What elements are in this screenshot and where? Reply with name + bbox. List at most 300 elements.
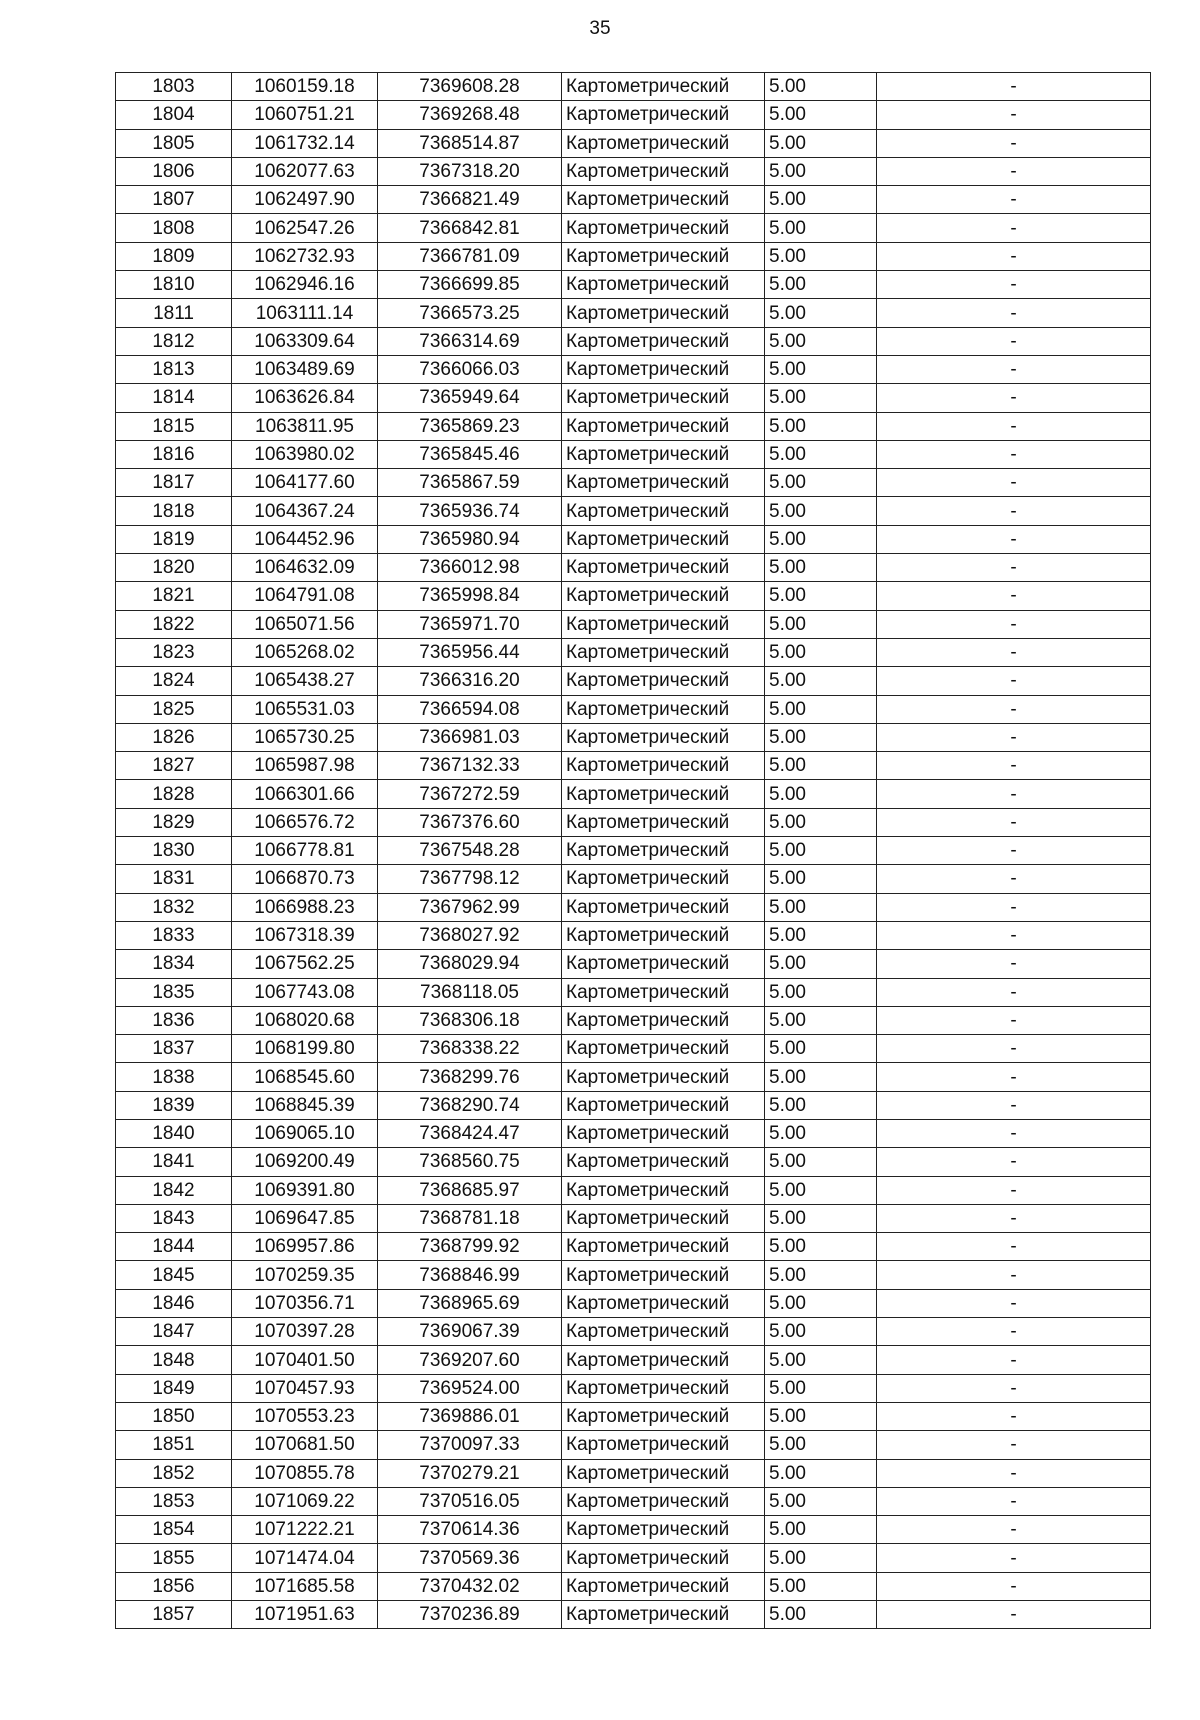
note-cell: - <box>877 1459 1151 1487</box>
table-row <box>116 157 1151 185</box>
point-number-cell: 1803 <box>116 73 232 101</box>
table-row <box>116 695 1151 723</box>
note-cell: - <box>877 554 1151 582</box>
accuracy-cell: 5.00 <box>765 893 877 921</box>
accuracy-cell: 5.00 <box>765 497 877 525</box>
x-coordinate-cell: 1069647.85 <box>232 1204 378 1232</box>
table-row <box>116 1318 1151 1346</box>
y-coordinate-cell: 7365971.70 <box>378 610 562 638</box>
note-cell: - <box>877 1204 1151 1232</box>
y-coordinate-cell: 7369207.60 <box>378 1346 562 1374</box>
table-row <box>116 1261 1151 1289</box>
note-cell: - <box>877 921 1151 949</box>
point-number-cell: 1851 <box>116 1431 232 1459</box>
y-coordinate-cell: 7367548.28 <box>378 837 562 865</box>
point-number-cell: 1837 <box>116 1035 232 1063</box>
table-row <box>116 101 1151 129</box>
x-coordinate-cell: 1065987.98 <box>232 752 378 780</box>
point-number-cell: 1840 <box>116 1119 232 1147</box>
table-row <box>116 1516 1151 1544</box>
x-coordinate-cell: 1060751.21 <box>232 101 378 129</box>
accuracy-cell: 5.00 <box>765 723 877 751</box>
y-coordinate-cell: 7367376.60 <box>378 808 562 836</box>
x-coordinate-cell: 1071069.22 <box>232 1487 378 1515</box>
method-cell: Картометрический <box>562 1176 765 1204</box>
y-coordinate-cell: 7368299.76 <box>378 1063 562 1091</box>
accuracy-cell: 5.00 <box>765 469 877 497</box>
table-row <box>116 271 1151 299</box>
x-coordinate-cell: 1071685.58 <box>232 1572 378 1600</box>
table-row <box>116 1431 1151 1459</box>
note-cell: - <box>877 271 1151 299</box>
accuracy-cell: 5.00 <box>765 837 877 865</box>
note-cell: - <box>877 1572 1151 1600</box>
accuracy-cell: 5.00 <box>765 299 877 327</box>
method-cell: Картометрический <box>562 1261 765 1289</box>
table-row <box>116 950 1151 978</box>
table-row <box>116 1119 1151 1147</box>
method-cell: Картометрический <box>562 497 765 525</box>
coordinates-table <box>115 72 1151 1629</box>
x-coordinate-cell: 1065268.02 <box>232 638 378 666</box>
point-number-cell: 1825 <box>116 695 232 723</box>
x-coordinate-cell: 1066576.72 <box>232 808 378 836</box>
y-coordinate-cell: 7369886.01 <box>378 1402 562 1430</box>
x-coordinate-cell: 1067562.25 <box>232 950 378 978</box>
y-coordinate-cell: 7365998.84 <box>378 582 562 610</box>
accuracy-cell: 5.00 <box>765 921 877 949</box>
y-coordinate-cell: 7365845.46 <box>378 440 562 468</box>
method-cell: Картометрический <box>562 101 765 129</box>
table-row <box>116 921 1151 949</box>
note-cell: - <box>877 299 1151 327</box>
y-coordinate-cell: 7368846.99 <box>378 1261 562 1289</box>
y-coordinate-cell: 7366781.09 <box>378 242 562 270</box>
table-row <box>116 638 1151 666</box>
note-cell: - <box>877 1601 1151 1629</box>
x-coordinate-cell: 1070401.50 <box>232 1346 378 1374</box>
note-cell: - <box>877 1035 1151 1063</box>
table-row <box>116 1063 1151 1091</box>
y-coordinate-cell: 7370097.33 <box>378 1431 562 1459</box>
method-cell: Картометрический <box>562 214 765 242</box>
x-coordinate-cell: 1066301.66 <box>232 780 378 808</box>
method-cell: Картометрический <box>562 129 765 157</box>
method-cell: Картометрический <box>562 525 765 553</box>
accuracy-cell: 5.00 <box>765 865 877 893</box>
accuracy-cell: 5.00 <box>765 808 877 836</box>
note-cell: - <box>877 186 1151 214</box>
note-cell: - <box>877 1006 1151 1034</box>
method-cell: Картометрический <box>562 1516 765 1544</box>
y-coordinate-cell: 7366314.69 <box>378 327 562 355</box>
x-coordinate-cell: 1068199.80 <box>232 1035 378 1063</box>
note-cell: - <box>877 695 1151 723</box>
note-cell: - <box>877 582 1151 610</box>
y-coordinate-cell: 7369067.39 <box>378 1318 562 1346</box>
accuracy-cell: 5.00 <box>765 950 877 978</box>
method-cell: Картометрический <box>562 327 765 355</box>
table-row <box>116 440 1151 468</box>
table-row <box>116 978 1151 1006</box>
table-row <box>116 129 1151 157</box>
y-coordinate-cell: 7365936.74 <box>378 497 562 525</box>
method-cell: Картометрический <box>562 950 765 978</box>
method-cell: Картометрический <box>562 1459 765 1487</box>
x-coordinate-cell: 1066988.23 <box>232 893 378 921</box>
table-row <box>116 1176 1151 1204</box>
method-cell: Картометрический <box>562 73 765 101</box>
y-coordinate-cell: 7368029.94 <box>378 950 562 978</box>
point-number-cell: 1815 <box>116 412 232 440</box>
method-cell: Картометрический <box>562 299 765 327</box>
table-row <box>116 355 1151 383</box>
accuracy-cell: 5.00 <box>765 1374 877 1402</box>
point-number-cell: 1853 <box>116 1487 232 1515</box>
y-coordinate-cell: 7367132.33 <box>378 752 562 780</box>
method-cell: Картометрический <box>562 242 765 270</box>
method-cell: Картометрический <box>562 1119 765 1147</box>
method-cell: Картометрический <box>562 1063 765 1091</box>
note-cell: - <box>877 1261 1151 1289</box>
y-coordinate-cell: 7367318.20 <box>378 157 562 185</box>
table-row <box>116 554 1151 582</box>
method-cell: Картометрический <box>562 1431 765 1459</box>
point-number-cell: 1832 <box>116 893 232 921</box>
y-coordinate-cell: 7367798.12 <box>378 865 562 893</box>
x-coordinate-cell: 1068845.39 <box>232 1091 378 1119</box>
accuracy-cell: 5.00 <box>765 157 877 185</box>
method-cell: Картометрический <box>562 1374 765 1402</box>
method-cell: Картометрический <box>562 1204 765 1232</box>
y-coordinate-cell: 7366573.25 <box>378 299 562 327</box>
note-cell: - <box>877 1119 1151 1147</box>
accuracy-cell: 5.00 <box>765 73 877 101</box>
point-number-cell: 1849 <box>116 1374 232 1402</box>
x-coordinate-cell: 1065071.56 <box>232 610 378 638</box>
table-row <box>116 186 1151 214</box>
point-number-cell: 1842 <box>116 1176 232 1204</box>
y-coordinate-cell: 7368560.75 <box>378 1148 562 1176</box>
x-coordinate-cell: 1064791.08 <box>232 582 378 610</box>
method-cell: Картометрический <box>562 1318 765 1346</box>
table-row <box>116 73 1151 101</box>
point-number-cell: 1834 <box>116 950 232 978</box>
table-row <box>116 1487 1151 1515</box>
accuracy-cell: 5.00 <box>765 638 877 666</box>
method-cell: Картометрический <box>562 695 765 723</box>
point-number-cell: 1817 <box>116 469 232 497</box>
accuracy-cell: 5.00 <box>765 1572 877 1600</box>
x-coordinate-cell: 1069957.86 <box>232 1233 378 1261</box>
method-cell: Картометрический <box>562 921 765 949</box>
x-coordinate-cell: 1062946.16 <box>232 271 378 299</box>
x-coordinate-cell: 1070356.71 <box>232 1289 378 1317</box>
y-coordinate-cell: 7366594.08 <box>378 695 562 723</box>
y-coordinate-cell: 7365869.23 <box>378 412 562 440</box>
accuracy-cell: 5.00 <box>765 752 877 780</box>
method-cell: Картометрический <box>562 1572 765 1600</box>
point-number-cell: 1857 <box>116 1601 232 1629</box>
method-cell: Картометрический <box>562 384 765 412</box>
y-coordinate-cell: 7366981.03 <box>378 723 562 751</box>
note-cell: - <box>877 780 1151 808</box>
point-number-cell: 1831 <box>116 865 232 893</box>
table-row <box>116 752 1151 780</box>
point-number-cell: 1850 <box>116 1402 232 1430</box>
point-number-cell: 1814 <box>116 384 232 412</box>
method-cell: Картометрический <box>562 638 765 666</box>
note-cell: - <box>877 752 1151 780</box>
table-row <box>116 1544 1151 1572</box>
point-number-cell: 1823 <box>116 638 232 666</box>
y-coordinate-cell: 7368685.97 <box>378 1176 562 1204</box>
y-coordinate-cell: 7366316.20 <box>378 667 562 695</box>
point-number-cell: 1811 <box>116 299 232 327</box>
accuracy-cell: 5.00 <box>765 1176 877 1204</box>
table-row <box>116 723 1151 751</box>
point-number-cell: 1820 <box>116 554 232 582</box>
method-cell: Картометрический <box>562 752 765 780</box>
note-cell: - <box>877 355 1151 383</box>
table-row <box>116 469 1151 497</box>
y-coordinate-cell: 7366066.03 <box>378 355 562 383</box>
x-coordinate-cell: 1062077.63 <box>232 157 378 185</box>
note-cell: - <box>877 1346 1151 1374</box>
table-row <box>116 1346 1151 1374</box>
method-cell: Картометрический <box>562 1006 765 1034</box>
accuracy-cell: 5.00 <box>765 1431 877 1459</box>
note-cell: - <box>877 469 1151 497</box>
note-cell: - <box>877 1431 1151 1459</box>
y-coordinate-cell: 7365956.44 <box>378 638 562 666</box>
y-coordinate-cell: 7370614.36 <box>378 1516 562 1544</box>
table-row <box>116 1148 1151 1176</box>
note-cell: - <box>877 327 1151 355</box>
y-coordinate-cell: 7368965.69 <box>378 1289 562 1317</box>
y-coordinate-cell: 7368027.92 <box>378 921 562 949</box>
note-cell: - <box>877 1318 1151 1346</box>
accuracy-cell: 5.00 <box>765 610 877 638</box>
note-cell: - <box>877 384 1151 412</box>
accuracy-cell: 5.00 <box>765 1119 877 1147</box>
point-number-cell: 1846 <box>116 1289 232 1317</box>
point-number-cell: 1819 <box>116 525 232 553</box>
accuracy-cell: 5.00 <box>765 271 877 299</box>
method-cell: Картометрический <box>562 780 765 808</box>
note-cell: - <box>877 1091 1151 1119</box>
table-row <box>116 1459 1151 1487</box>
note-cell: - <box>877 440 1151 468</box>
point-number-cell: 1841 <box>116 1148 232 1176</box>
y-coordinate-cell: 7366012.98 <box>378 554 562 582</box>
y-coordinate-cell: 7370279.21 <box>378 1459 562 1487</box>
point-number-cell: 1806 <box>116 157 232 185</box>
method-cell: Картометрический <box>562 1035 765 1063</box>
x-coordinate-cell: 1065438.27 <box>232 667 378 695</box>
x-coordinate-cell: 1071474.04 <box>232 1544 378 1572</box>
note-cell: - <box>877 723 1151 751</box>
method-cell: Картометрический <box>562 1601 765 1629</box>
point-number-cell: 1810 <box>116 271 232 299</box>
x-coordinate-cell: 1068545.60 <box>232 1063 378 1091</box>
accuracy-cell: 5.00 <box>765 186 877 214</box>
x-coordinate-cell: 1063980.02 <box>232 440 378 468</box>
method-cell: Картометрический <box>562 610 765 638</box>
note-cell: - <box>877 214 1151 242</box>
point-number-cell: 1854 <box>116 1516 232 1544</box>
x-coordinate-cell: 1062497.90 <box>232 186 378 214</box>
y-coordinate-cell: 7370236.89 <box>378 1601 562 1629</box>
note-cell: - <box>877 1544 1151 1572</box>
note-cell: - <box>877 525 1151 553</box>
method-cell: Картометрический <box>562 1148 765 1176</box>
table-row <box>116 1289 1151 1317</box>
x-coordinate-cell: 1063811.95 <box>232 412 378 440</box>
accuracy-cell: 5.00 <box>765 1148 877 1176</box>
x-coordinate-cell: 1070259.35 <box>232 1261 378 1289</box>
method-cell: Картометрический <box>562 1233 765 1261</box>
accuracy-cell: 5.00 <box>765 1601 877 1629</box>
y-coordinate-cell: 7370569.36 <box>378 1544 562 1572</box>
point-number-cell: 1830 <box>116 837 232 865</box>
point-number-cell: 1844 <box>116 1233 232 1261</box>
x-coordinate-cell: 1069065.10 <box>232 1119 378 1147</box>
point-number-cell: 1847 <box>116 1318 232 1346</box>
point-number-cell: 1827 <box>116 752 232 780</box>
method-cell: Картометрический <box>562 271 765 299</box>
table-row <box>116 1233 1151 1261</box>
note-cell: - <box>877 1289 1151 1317</box>
x-coordinate-cell: 1070397.28 <box>232 1318 378 1346</box>
note-cell: - <box>877 865 1151 893</box>
y-coordinate-cell: 7365980.94 <box>378 525 562 553</box>
accuracy-cell: 5.00 <box>765 1289 877 1317</box>
table-row <box>116 837 1151 865</box>
x-coordinate-cell: 1069200.49 <box>232 1148 378 1176</box>
point-number-cell: 1839 <box>116 1091 232 1119</box>
x-coordinate-cell: 1063309.64 <box>232 327 378 355</box>
x-coordinate-cell: 1062732.93 <box>232 242 378 270</box>
method-cell: Картометрический <box>562 808 765 836</box>
table-row <box>116 1402 1151 1430</box>
accuracy-cell: 5.00 <box>765 1063 877 1091</box>
method-cell: Картометрический <box>562 1091 765 1119</box>
y-coordinate-cell: 7370516.05 <box>378 1487 562 1515</box>
note-cell: - <box>877 1374 1151 1402</box>
accuracy-cell: 5.00 <box>765 582 877 610</box>
x-coordinate-cell: 1071222.21 <box>232 1516 378 1544</box>
accuracy-cell: 5.00 <box>765 1233 877 1261</box>
table-row <box>116 1601 1151 1629</box>
point-number-cell: 1805 <box>116 129 232 157</box>
point-number-cell: 1829 <box>116 808 232 836</box>
note-cell: - <box>877 667 1151 695</box>
note-cell: - <box>877 129 1151 157</box>
x-coordinate-cell: 1068020.68 <box>232 1006 378 1034</box>
accuracy-cell: 5.00 <box>765 1544 877 1572</box>
table-row <box>116 384 1151 412</box>
table-row <box>116 525 1151 553</box>
accuracy-cell: 5.00 <box>765 1516 877 1544</box>
y-coordinate-cell: 7366842.81 <box>378 214 562 242</box>
point-number-cell: 1822 <box>116 610 232 638</box>
y-coordinate-cell: 7368118.05 <box>378 978 562 1006</box>
method-cell: Картометрический <box>562 440 765 468</box>
point-number-cell: 1843 <box>116 1204 232 1232</box>
point-number-cell: 1852 <box>116 1459 232 1487</box>
page-number: 35 <box>589 18 611 39</box>
point-number-cell: 1836 <box>116 1006 232 1034</box>
table-row <box>116 497 1151 525</box>
method-cell: Картометрический <box>562 1487 765 1515</box>
accuracy-cell: 5.00 <box>765 525 877 553</box>
note-cell: - <box>877 73 1151 101</box>
point-number-cell: 1813 <box>116 355 232 383</box>
accuracy-cell: 5.00 <box>765 1261 877 1289</box>
table-row <box>116 214 1151 242</box>
note-cell: - <box>877 950 1151 978</box>
accuracy-cell: 5.00 <box>765 242 877 270</box>
accuracy-cell: 5.00 <box>765 412 877 440</box>
note-cell: - <box>877 978 1151 1006</box>
x-coordinate-cell: 1067743.08 <box>232 978 378 1006</box>
point-number-cell: 1848 <box>116 1346 232 1374</box>
x-coordinate-cell: 1064177.60 <box>232 469 378 497</box>
x-coordinate-cell: 1061732.14 <box>232 129 378 157</box>
x-coordinate-cell: 1066778.81 <box>232 837 378 865</box>
note-cell: - <box>877 893 1151 921</box>
table-row <box>116 865 1151 893</box>
note-cell: - <box>877 1063 1151 1091</box>
point-number-cell: 1828 <box>116 780 232 808</box>
y-coordinate-cell: 7368306.18 <box>378 1006 562 1034</box>
y-coordinate-cell: 7369524.00 <box>378 1374 562 1402</box>
accuracy-cell: 5.00 <box>765 214 877 242</box>
x-coordinate-cell: 1063626.84 <box>232 384 378 412</box>
accuracy-cell: 5.00 <box>765 355 877 383</box>
accuracy-cell: 5.00 <box>765 327 877 355</box>
point-number-cell: 1824 <box>116 667 232 695</box>
note-cell: - <box>877 610 1151 638</box>
y-coordinate-cell: 7365949.64 <box>378 384 562 412</box>
point-number-cell: 1808 <box>116 214 232 242</box>
point-number-cell: 1804 <box>116 101 232 129</box>
y-coordinate-cell: 7368290.74 <box>378 1091 562 1119</box>
accuracy-cell: 5.00 <box>765 554 877 582</box>
accuracy-cell: 5.00 <box>765 1006 877 1034</box>
x-coordinate-cell: 1066870.73 <box>232 865 378 893</box>
x-coordinate-cell: 1065531.03 <box>232 695 378 723</box>
note-cell: - <box>877 101 1151 129</box>
x-coordinate-cell: 1064367.24 <box>232 497 378 525</box>
accuracy-cell: 5.00 <box>765 667 877 695</box>
accuracy-cell: 5.00 <box>765 1035 877 1063</box>
x-coordinate-cell: 1070855.78 <box>232 1459 378 1487</box>
y-coordinate-cell: 7368799.92 <box>378 1233 562 1261</box>
y-coordinate-cell: 7368338.22 <box>378 1035 562 1063</box>
accuracy-cell: 5.00 <box>765 780 877 808</box>
method-cell: Картометрический <box>562 1289 765 1317</box>
accuracy-cell: 5.00 <box>765 101 877 129</box>
y-coordinate-cell: 7369608.28 <box>378 73 562 101</box>
method-cell: Картометрический <box>562 412 765 440</box>
table-row <box>116 1572 1151 1600</box>
x-coordinate-cell: 1070681.50 <box>232 1431 378 1459</box>
point-number-cell: 1845 <box>116 1261 232 1289</box>
method-cell: Картометрический <box>562 837 765 865</box>
x-coordinate-cell: 1071951.63 <box>232 1601 378 1629</box>
